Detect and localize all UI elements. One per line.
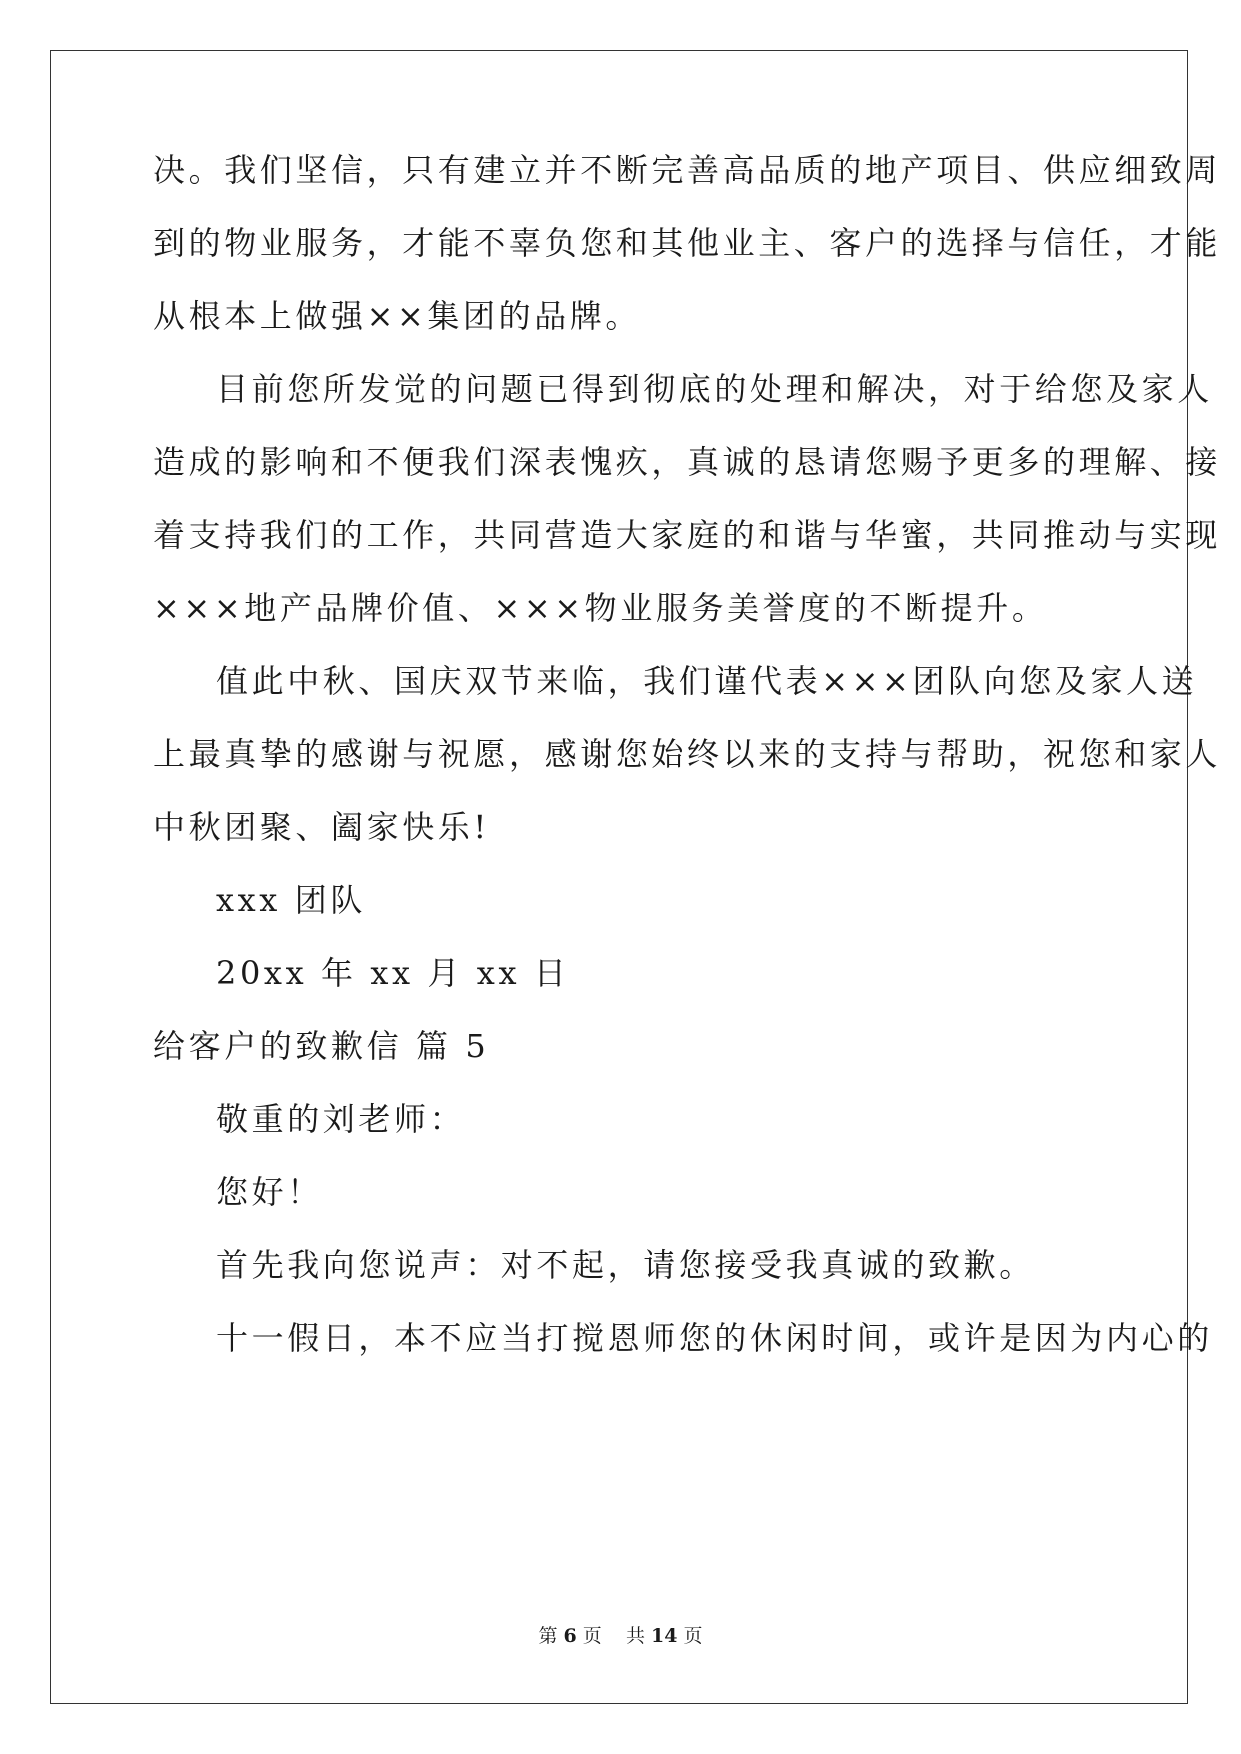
footer-suffix: 页 bbox=[677, 1625, 703, 1647]
text-line: 中秋团聚、阖家快乐! bbox=[153, 808, 490, 846]
paragraph-start: 值此中秋、国庆双节来临，我们谨代表×××团队向您及家人送 bbox=[216, 662, 1198, 700]
text-line: 上最真挚的感谢与祝愿，感谢您始终以来的支持与帮助，祝您和家人 bbox=[153, 735, 1222, 773]
salutation: 敬重的刘老师： bbox=[216, 1100, 466, 1138]
footer-total-pages: 14 bbox=[651, 1625, 678, 1647]
paragraph-start: 目前您所发觉的问题已得到彻底的处理和解决，对于给您及家人 bbox=[216, 370, 1213, 408]
page-footer bbox=[0, 1624, 1241, 1648]
text-line: 决。我们坚信，只有建立并不断完善高品质的地产项目、供应细致周 bbox=[153, 151, 1222, 189]
footer-middle: 页 共 bbox=[576, 1625, 652, 1647]
text-line: ×××地产品牌价值、×××物业服务美誉度的不断提升。 bbox=[153, 589, 1048, 627]
greeting: 您好！ bbox=[216, 1173, 323, 1211]
paragraph-start: 首先我向您说声：对不起，请您接受我真诚的致歉。 bbox=[216, 1246, 1035, 1284]
text-line: 到的物业服务，才能不辜负您和其他业主、客户的选择与信任，才能 bbox=[153, 224, 1222, 262]
signature-date: 20xx 年 xx 月 xx 日 bbox=[216, 954, 570, 992]
text-line: 着支持我们的工作，共同营造大家庭的和谐与华蜜，共同推动与实现 bbox=[153, 516, 1222, 554]
paragraph-start: 十一假日，本不应当打搅恩师您的休闲时间，或许是因为内心的 bbox=[216, 1319, 1213, 1357]
text-line: 从根本上做强××集团的品牌。 bbox=[153, 297, 642, 335]
section-heading: 给客户的致歉信 篇 5 bbox=[153, 1027, 490, 1065]
footer-page-number: 6 bbox=[563, 1625, 577, 1647]
text-line: 造成的影响和不便我们深表愧疚，真诚的恳请您赐予更多的理解、接 bbox=[153, 443, 1222, 481]
signature-team: xxx 团队 bbox=[216, 881, 366, 919]
footer-prefix: 第 bbox=[538, 1625, 564, 1647]
